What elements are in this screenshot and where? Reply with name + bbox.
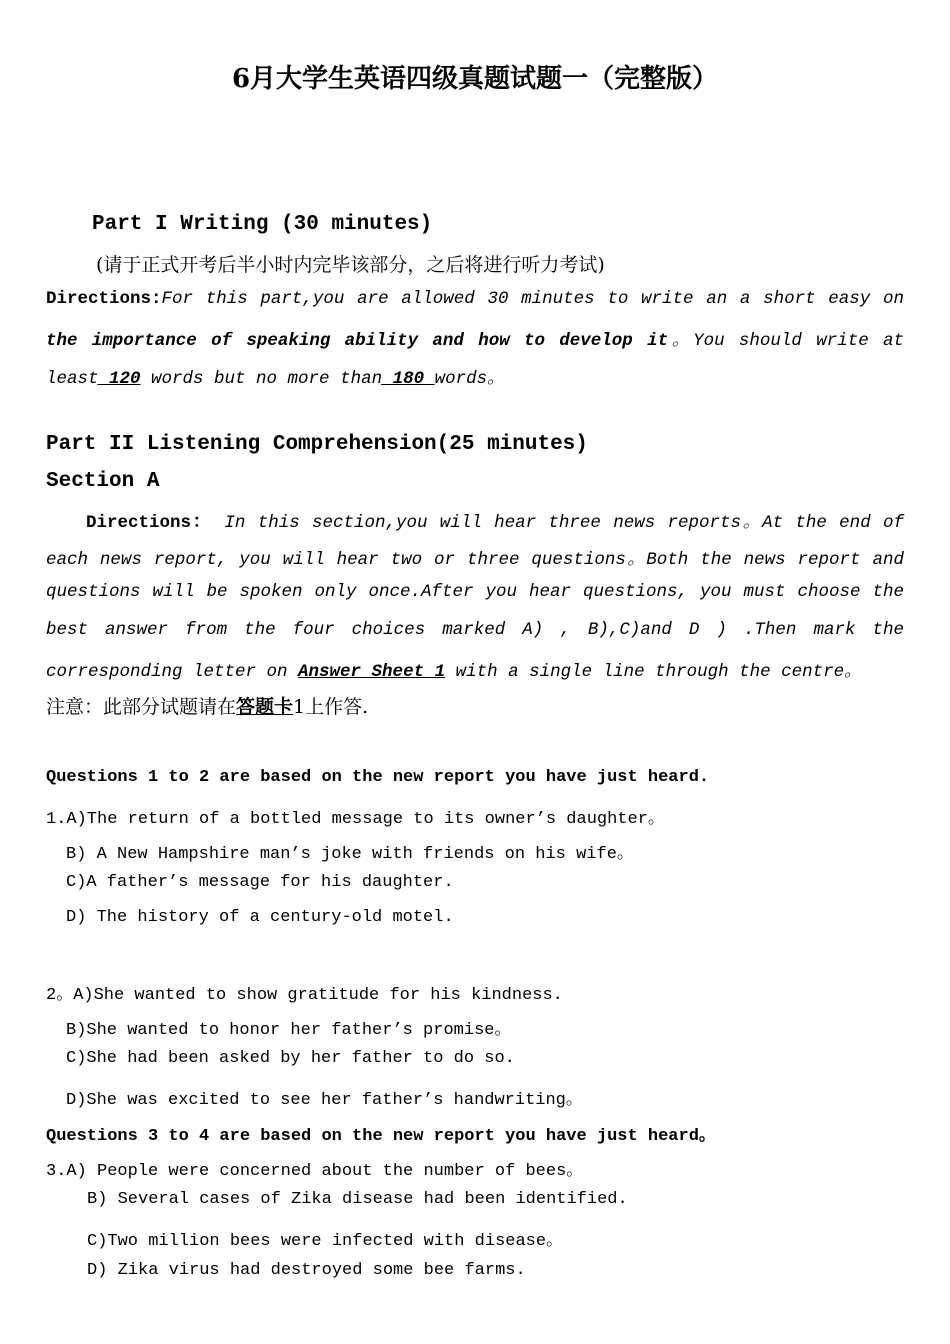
questions-3-4-heading: Questions 3 to 4 are based on the new report you have just heard。 [46, 1127, 716, 1146]
note-text: 注意：此部分试题请在 [46, 696, 237, 718]
part1-note: (请于正式开考后半小时内完毕该部分，之后将进行听力考试) [96, 254, 605, 276]
part2-directions-line2: each news report, you will hear two or three questions。Both the news report and [46, 550, 904, 570]
least-text: least [46, 369, 99, 389]
page-title: 6月大学生英语四级真题试题一（完整版） [231, 64, 719, 94]
part2-heading: Part II Listening Comprehension(25 minutes) [46, 433, 588, 456]
question-2-option-c: C)She had been asked by her father to do so. [66, 1049, 515, 1068]
question-1-option-a: 1.A)The return of a bottled message to its owner’s daughter。 [46, 810, 665, 829]
part1-directions-line1 [46, 289, 904, 309]
words-suffix: words。 [434, 369, 505, 389]
answer-card-label: 答题卡 [236, 696, 294, 718]
directions-text: corresponding letter on [46, 662, 299, 682]
question-1-option-b: B) A New Hampshire man’s joke with friends on his wife。 [66, 845, 634, 864]
answer-sheet-label: Answer Sheet 1 [298, 662, 446, 682]
directions-text: In this section,you will hear three news reports。At the end of [224, 513, 904, 533]
question-2-option-a: 2。A)She wanted to show gratitude for his kindness. [46, 986, 563, 1005]
part2-note [46, 692, 368, 719]
part2-directions-line3: questions will be spoken only once.After you hear questions, you must choose the [46, 582, 904, 602]
question-1-option-c: C)A father’s message for his daughter. [66, 873, 454, 892]
max-words: _180 [382, 369, 435, 389]
middle-text: words but no more than [140, 369, 383, 389]
directions-text: For this part,you are allowed 30 minutes to write an a short easy on [161, 289, 904, 309]
min-words: _120 [98, 369, 141, 389]
directions-label: Directions: [46, 289, 162, 309]
question-2-option-b: B)She wanted to honor her father’s promise。 [66, 1021, 512, 1040]
questions-1-2-heading: Questions 1 to 2 are based on the new report you have just heard. [46, 768, 710, 787]
question-3-option-c: C)Two million bees were infected with disease。 [87, 1232, 564, 1251]
part2-directions-line1 [46, 508, 904, 533]
directions-text: with a single line through the centre。 [445, 662, 862, 682]
note-text: 1上作答. [293, 696, 369, 718]
question-1-option-d: D) The history of a century-old motel. [66, 908, 454, 927]
writing-topic: the importance of speaking ability and how to develop it [46, 331, 669, 351]
part2-directions-line5 [46, 657, 862, 682]
section-heading: Section A [46, 470, 160, 493]
part2-directions-line4: best answer from the four choices marked A) , B),C)and D ) .Then mark the [46, 620, 904, 640]
question-2-option-d: D)She was excited to see her father’s handwriting。 [66, 1091, 583, 1110]
directions-label: Directions： [86, 513, 213, 533]
part1-heading: Part I Writing (30 minutes) [92, 213, 433, 236]
part1-directions-line2 [46, 326, 904, 351]
question-3-option-d: D) Zika virus had destroyed some bee farms. [87, 1261, 526, 1280]
directions-text: 。You should write at [668, 331, 904, 351]
part1-directions-line3 [46, 364, 505, 389]
question-3-option-a: 3.A) People were concerned about the number of bees。 [46, 1162, 584, 1181]
question-3-option-b: B) Several cases of Zika disease had been identified. [87, 1190, 628, 1209]
